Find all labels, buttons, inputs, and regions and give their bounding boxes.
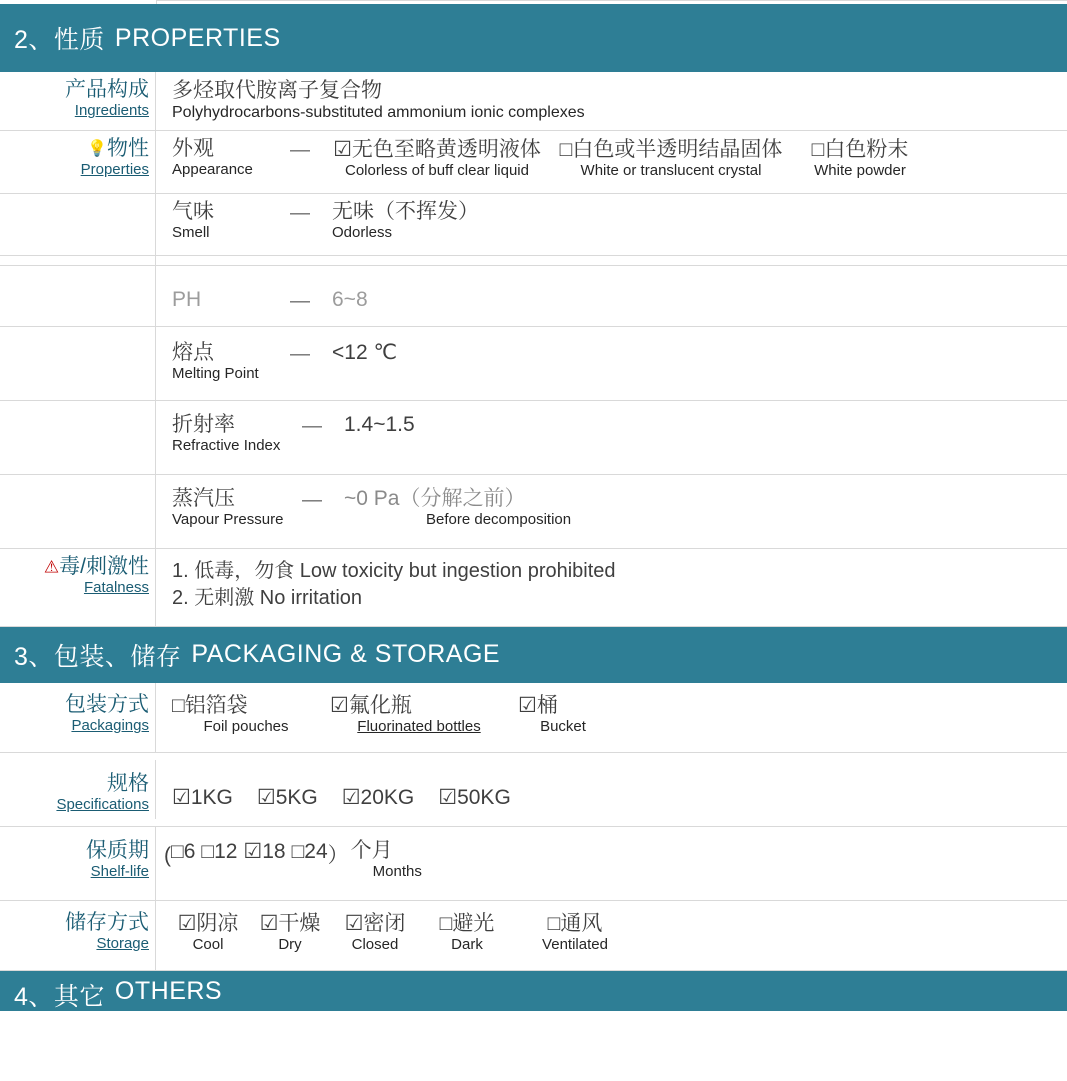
value-ph xyxy=(156,272,1067,319)
label-fatalness xyxy=(0,549,156,626)
melting-value xyxy=(332,341,397,365)
value-melting-point xyxy=(156,327,1067,400)
packaging-option-bucket-cn: ☑桶 xyxy=(518,693,558,717)
term-refractive-index xyxy=(172,413,302,455)
term-appearance-en: Appearance xyxy=(172,161,253,179)
storage-option-cool-en: Cool xyxy=(192,936,224,954)
appearance-option-liquid-en: Colorless of buff clear liquid xyxy=(345,162,529,180)
value-appearance xyxy=(156,131,1067,193)
term-melting-en: Melting Point xyxy=(172,365,259,383)
label-properties-cn: 💡物性 xyxy=(87,136,149,160)
packaging-option-fluorinated-en: Fluorinated bottles xyxy=(357,718,481,736)
shelf-life-unit-cn: 个月 xyxy=(350,838,393,862)
shelf-option-12[interactable] xyxy=(201,839,237,864)
storage-option-ventilated[interactable] xyxy=(520,911,630,954)
row-packagings xyxy=(0,683,1067,753)
value-ingredients xyxy=(156,72,1067,130)
label-ingredients-cn: 产品构成 xyxy=(65,78,149,101)
spec-option-20kg-cn: ☑20KG xyxy=(341,785,415,809)
label-specifications-en: Specifications xyxy=(56,795,149,813)
storage-option-cool-cn: ☑阴凉 xyxy=(177,911,239,935)
spec-option-50kg-cn: ☑50KG xyxy=(438,785,511,809)
checkbox-empty-icon: □ xyxy=(171,839,184,863)
appearance-option-crystal[interactable] xyxy=(552,137,790,180)
spec-option-50kg[interactable] xyxy=(438,785,511,810)
term-melting-point xyxy=(172,341,290,383)
storage-option-dry[interactable] xyxy=(254,911,326,954)
value-refractive-index xyxy=(156,401,1067,474)
packaging-option-fluorinated-cn: ☑氟化瓶 xyxy=(330,693,412,717)
shelf-option-12-cn: □12 xyxy=(201,839,238,863)
term-refractive-cn: 折射率 xyxy=(172,412,235,436)
label-fatalness-en: Fatalness xyxy=(83,579,149,597)
section-others-cn: 其它 xyxy=(53,982,105,1011)
shelf-life-prefix: ( xyxy=(164,843,171,867)
packaging-option-bucket[interactable] xyxy=(518,693,608,736)
label-fatalness-cn: ⚠毒/刺激性 xyxy=(43,554,149,578)
label-specifications-cn: 规格 xyxy=(107,771,149,795)
spec-option-5kg-cn: ☑5KG xyxy=(256,785,318,809)
term-vapour-pressure xyxy=(172,487,302,529)
spec-option-20kg[interactable] xyxy=(342,785,415,810)
checkbox-checked-icon: ☑ xyxy=(518,693,537,717)
spec-option-1kg-cn: ☑1KG xyxy=(172,785,233,809)
checkbox-checked-icon: ☑ xyxy=(438,785,458,809)
label-ph-blank xyxy=(0,266,156,326)
spec-option-5kg[interactable] xyxy=(257,785,318,810)
value-smell xyxy=(156,194,1067,255)
melting-value-cn: <12 ℃ xyxy=(332,340,398,364)
spec-option-1kg[interactable] xyxy=(172,785,233,810)
term-appearance xyxy=(172,137,290,179)
section-header-packaging xyxy=(0,627,1067,683)
packaging-option-fluorinated[interactable] xyxy=(330,693,508,736)
storage-option-dark-en: Dark xyxy=(451,936,483,954)
row-ingredients xyxy=(0,72,1067,131)
term-melting-cn: 熔点 xyxy=(172,340,214,364)
dash-refractive: — xyxy=(302,414,322,437)
row-fatalness xyxy=(0,549,1067,627)
warning-icon: ⚠ xyxy=(43,557,60,577)
row-specifications xyxy=(0,753,1067,827)
smell-value-cn: 无味（不挥发） xyxy=(332,199,479,223)
shelf-option-18-cn: ☑18 xyxy=(243,839,286,863)
label-ingredients xyxy=(0,72,156,130)
storage-option-dry-cn: ☑干燥 xyxy=(259,911,321,935)
label-storage-en: Storage xyxy=(96,935,149,953)
checkbox-checked-icon: ☑ xyxy=(341,785,361,809)
checkbox-empty-icon: □ xyxy=(559,137,573,161)
appearance-option-crystal-cn: □白色或半透明结晶固体 xyxy=(559,137,783,161)
storage-option-closed-en: Closed xyxy=(351,936,399,954)
label-melting-blank xyxy=(0,327,156,400)
value-packagings xyxy=(156,683,1067,752)
checkbox-checked-icon: ☑ xyxy=(172,785,191,809)
smell-value-en: Odorless xyxy=(332,224,393,242)
label-vapour-blank xyxy=(0,475,156,548)
label-packagings xyxy=(0,683,156,752)
row-storage xyxy=(0,901,1067,971)
top-divider xyxy=(0,0,1067,4)
packaging-option-bucket-en: Bucket xyxy=(540,718,586,736)
ingredients-en: Polyhydrocarbons-substituted ammonium ionic complexes xyxy=(172,104,585,122)
ph-value-cn: 6~8 xyxy=(332,288,368,312)
section-others-number: 4、 xyxy=(14,982,54,1011)
dash-appearance: — xyxy=(290,138,310,161)
appearance-option-liquid[interactable] xyxy=(332,137,542,180)
shelf-life-suffix: ） xyxy=(327,843,349,867)
checkbox-checked-icon: ☑ xyxy=(256,785,276,809)
appearance-option-liquid-cn: ☑无色至略黄透明液体 xyxy=(333,137,541,161)
checkbox-empty-icon: □ xyxy=(172,693,185,717)
storage-option-dry-en: Dry xyxy=(278,936,302,954)
row-spacer xyxy=(0,256,1067,266)
dash-ph: — xyxy=(290,290,310,313)
storage-option-closed[interactable] xyxy=(336,911,414,954)
checkbox-empty-icon: □ xyxy=(201,839,215,863)
packaging-option-foil[interactable] xyxy=(172,693,320,736)
value-shelf-life xyxy=(156,827,1067,900)
term-smell-cn: 气味 xyxy=(172,199,214,223)
shelf-life-unit xyxy=(351,839,422,881)
checkbox-checked-icon: ☑ xyxy=(344,911,364,935)
storage-option-closed-cn: ☑密闭 xyxy=(344,911,406,935)
checkbox-empty-icon: □ xyxy=(547,911,561,935)
checkbox-checked-icon: ☑ xyxy=(333,137,352,161)
shelf-life-unit-en: Months xyxy=(372,863,422,881)
packaging-option-foil-cn: □铝箔袋 xyxy=(172,693,248,717)
checkbox-empty-icon: □ xyxy=(811,137,825,161)
shelf-option-6-cn: □6 xyxy=(171,839,196,863)
row-smell xyxy=(0,194,1067,256)
fatalness-item-1: 1. 低毒，勿食 Low toxicity but ingestion prohibited xyxy=(172,559,616,582)
row-shelf-life xyxy=(0,827,1067,901)
vapour-value-cn: ~0 Pa（分解之前） xyxy=(344,486,526,510)
dash-vapour: — xyxy=(302,488,322,511)
checkbox-empty-icon: □ xyxy=(291,839,305,863)
section-header-properties xyxy=(0,4,1067,72)
dash-melting: — xyxy=(290,342,310,365)
row-melting-point xyxy=(0,327,1067,401)
shelf-option-24-cn: □24 xyxy=(291,839,328,863)
label-storage xyxy=(0,901,156,970)
refractive-value xyxy=(344,413,415,437)
ingredients-cn: 多烃取代胺离子复合物 xyxy=(172,79,382,102)
value-specifications xyxy=(156,763,1067,816)
vapour-value-en: Before decomposition xyxy=(426,511,572,529)
label-storage-cn: 储存方式 xyxy=(65,910,149,934)
label-packagings-cn: 包装方式 xyxy=(65,692,149,716)
appearance-option-powder-en: White powder xyxy=(814,162,906,180)
term-smell-en: Smell xyxy=(172,224,210,242)
fatalness-list xyxy=(172,558,1067,612)
term-ph xyxy=(172,288,290,312)
label-shelf-life xyxy=(0,827,156,900)
value-storage xyxy=(156,901,1067,970)
storage-option-cool[interactable] xyxy=(172,911,244,954)
appearance-option-powder[interactable] xyxy=(800,137,920,180)
dash-smell: — xyxy=(290,201,310,224)
label-packagings-en: Packagings xyxy=(71,717,149,735)
row-vapour-pressure xyxy=(0,475,1067,549)
term-smell xyxy=(172,200,290,242)
section-properties-cn: 性质 xyxy=(53,26,105,54)
shelf-option-18[interactable] xyxy=(243,839,285,864)
vapour-value xyxy=(344,487,571,529)
lightbulb-icon: 💡 xyxy=(87,140,107,158)
label-specifications xyxy=(0,760,156,819)
row-refractive-index xyxy=(0,401,1067,475)
checkbox-checked-icon: ☑ xyxy=(177,911,197,935)
checkbox-checked-icon: ☑ xyxy=(243,839,263,863)
refractive-value-cn: 1.4~1.5 xyxy=(344,412,415,436)
shelf-option-6[interactable] xyxy=(171,839,195,864)
label-refractive-blank xyxy=(0,401,156,474)
section-header-others xyxy=(0,971,1067,1011)
label-shelf-life-en: Shelf-life xyxy=(90,863,149,881)
smell-value xyxy=(332,200,479,242)
label-shelf-life-cn: 保质期 xyxy=(86,838,149,862)
term-vapour-cn: 蒸汽压 xyxy=(172,486,235,510)
label-properties xyxy=(0,131,156,193)
storage-option-dark[interactable] xyxy=(424,911,510,954)
section-properties-number: 2、 xyxy=(14,26,54,54)
packaging-option-foil-en: Foil pouches xyxy=(203,718,289,736)
checkbox-checked-icon: ☑ xyxy=(330,693,349,717)
label-properties-en: Properties xyxy=(80,161,149,179)
appearance-option-crystal-en: White or translucent crystal xyxy=(580,162,762,180)
checkbox-checked-icon: ☑ xyxy=(259,911,279,935)
section-others-en: OTHERS xyxy=(114,976,223,1005)
term-appearance-cn: 外观 xyxy=(172,136,214,160)
appearance-option-powder-cn: □白色粉末 xyxy=(811,137,909,161)
row-appearance xyxy=(0,131,1067,194)
term-vapour-en: Vapour Pressure xyxy=(172,511,284,529)
term-ph-cn: PH xyxy=(172,288,202,312)
section-packaging-cn: 包装、储存 xyxy=(53,642,182,671)
storage-option-ventilated-en: Ventilated xyxy=(542,936,608,954)
storage-option-ventilated-cn: □通风 xyxy=(547,911,603,935)
term-refractive-en: Refractive Index xyxy=(172,437,281,455)
shelf-option-24[interactable] xyxy=(292,839,328,864)
fatalness-item-2: 2. 无刺激 No irritation xyxy=(172,586,363,609)
label-ingredients-en: Ingredients xyxy=(74,102,149,120)
storage-option-dark-cn: □避光 xyxy=(439,911,495,935)
section-packaging-number: 3、 xyxy=(14,642,54,671)
value-fatalness xyxy=(156,549,1067,626)
section-properties-en: PROPERTIES xyxy=(114,23,281,52)
ph-value xyxy=(332,288,368,312)
section-packaging-en: PACKAGING & STORAGE xyxy=(191,640,501,669)
label-smell-blank xyxy=(0,194,156,255)
spacer-content xyxy=(156,256,1067,268)
value-vapour-pressure xyxy=(156,475,1067,548)
checkbox-empty-icon: □ xyxy=(439,911,453,935)
row-ph xyxy=(0,266,1067,327)
